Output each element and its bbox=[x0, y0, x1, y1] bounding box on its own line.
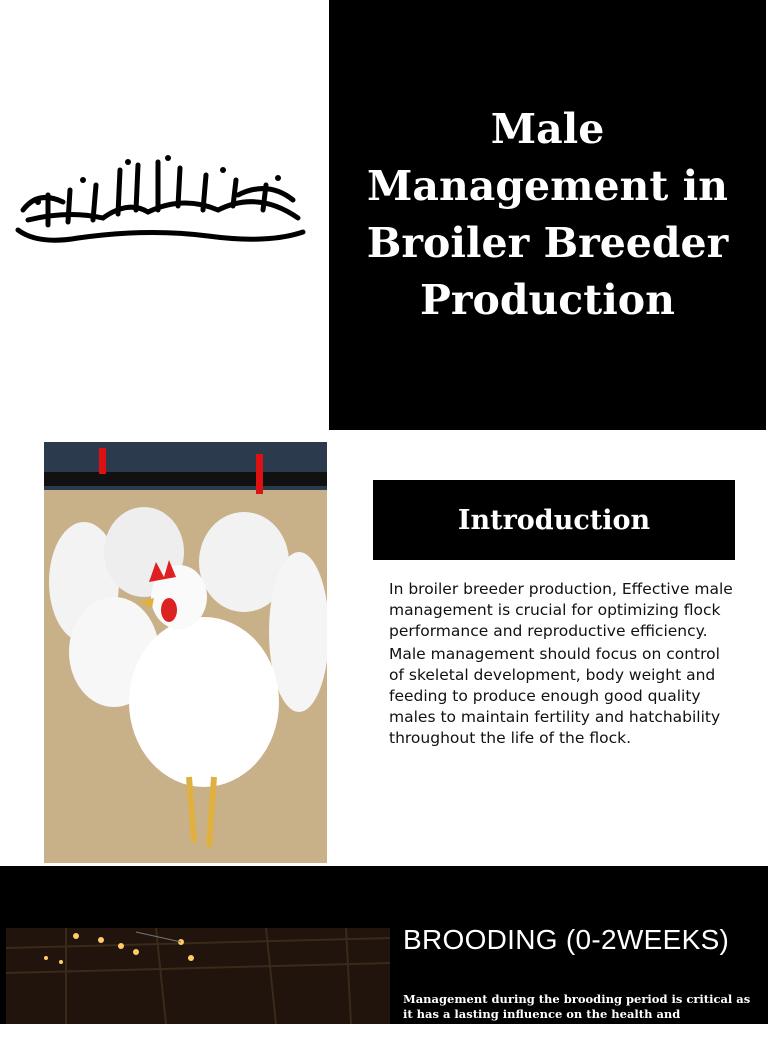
brooding-heading: BROODING (0-2WEEKS) bbox=[403, 924, 730, 955]
brooding-section bbox=[0, 866, 768, 1036]
chickens-photo bbox=[44, 442, 327, 863]
page-title: Male Management in Broiler Breeder Production bbox=[366, 105, 729, 324]
brooding-text: Management during the brooding period is critical as it has a lasting influence on the health and performance of bbox=[403, 992, 751, 1036]
calligraphy-icon bbox=[8, 140, 308, 255]
introduction-text bbox=[389, 579, 739, 751]
barn-image-icon bbox=[6, 928, 390, 1024]
introduction-heading: Introduction bbox=[373, 480, 735, 560]
bismillah-calligraphy bbox=[0, 0, 328, 430]
barn-photo bbox=[6, 928, 390, 1024]
intro-paragraph: In broiler breeder production, Effective male management is crucial for optimizing flock performance and reproductive efficiency. bbox=[389, 580, 733, 640]
intro-paragraph: Male management should focus on control of skeletal development, body weight and feeding to produce enough good quality males to maintain fertility and hatchability throughout the life of the flock. bbox=[389, 645, 721, 747]
title-block bbox=[329, 0, 766, 430]
chickens-image-icon bbox=[44, 442, 327, 863]
